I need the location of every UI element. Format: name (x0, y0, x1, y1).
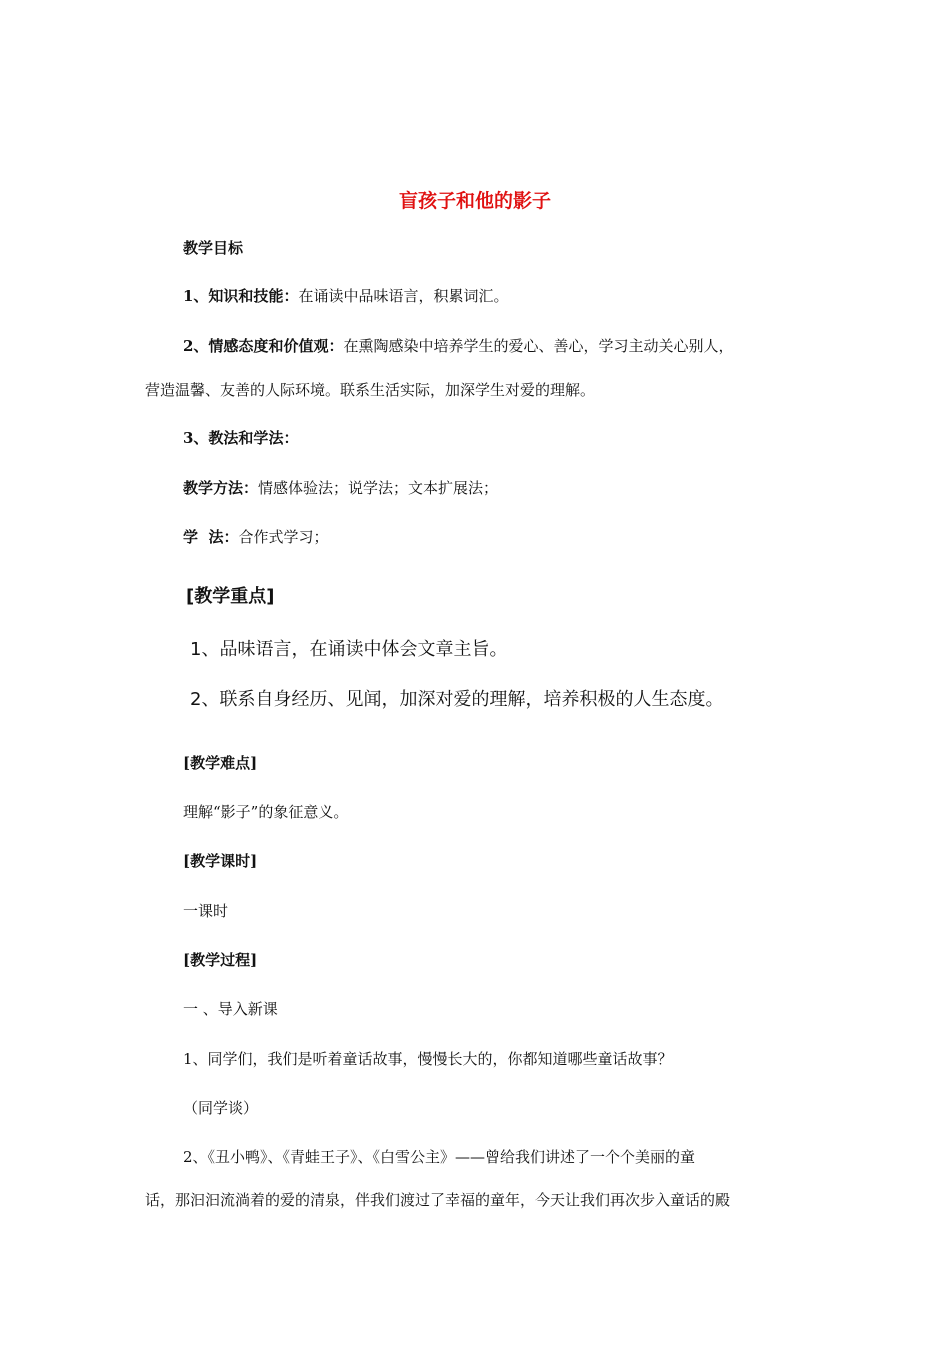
difficulty-text: 理解“影子”的象征意义。 (183, 803, 349, 821)
objective-1 (183, 286, 508, 306)
keypoint-1: 1、品味语言，在诵读中体会文章主旨。 (190, 639, 508, 660)
process-paragraph-3a: 2、《丑小鸭》、《青蛙王子》、《白雪公主》——曾给我们讲述了一个个美丽的童 (183, 1148, 696, 1166)
teaching-method-text: 情感体验法；说学法；文本扩展法； (258, 479, 499, 497)
objectives-heading: 教学目标 (183, 239, 244, 257)
process-paragraph-3b: 话，那汩汩流淌着的爱的清泉，伴我们渡过了幸福的童年，今天让我们再次步入童话的殿 (145, 1191, 731, 1209)
objective-2-label: 2、情感态度和价值观： (183, 337, 344, 355)
process-paragraph-1: 1、同学们，我们是听着童话故事，慢慢长大的，你都知道哪些童话故事？ (183, 1050, 673, 1068)
keypoint-2: 2、联系自身经历、见闻，加深对爱的理解，培养积极的人生态度。 (190, 689, 724, 710)
teaching-method-label: 教学方法： (183, 479, 259, 497)
process-paragraph-2: （同学谈） (183, 1099, 259, 1117)
objective-2-text-b: 营造温馨、友善的人际环境。联系生活实际，加深学生对爱的理解。 (145, 381, 596, 399)
objective-1-text: 在诵读中品味语言，积累词汇。 (298, 287, 509, 305)
teaching-method (183, 478, 498, 498)
hours-heading: [教学课时] (183, 852, 258, 870)
process-heading: [教学过程] (183, 951, 258, 969)
keypoints-heading: [教学重点] (186, 586, 275, 607)
process-step-1: 一 、导入新课 (183, 1000, 278, 1018)
objective-2 (183, 336, 733, 356)
study-method-text: 合作式学习； (238, 528, 329, 546)
difficulty-heading: [教学难点] (183, 754, 258, 772)
objective-3-label: 3、教法和学法： (183, 429, 299, 447)
objective-1-label: 1、知识和技能： (183, 287, 299, 305)
objective-2-text-a: 在熏陶感染中培养学生的爱心、善心，学习主动关心别人， (343, 337, 734, 355)
hours-text: 一课时 (183, 902, 229, 920)
document-title: 盲孩子和他的影子 (398, 190, 551, 212)
study-method (183, 527, 328, 547)
study-method-label: 学 法： (183, 528, 239, 546)
